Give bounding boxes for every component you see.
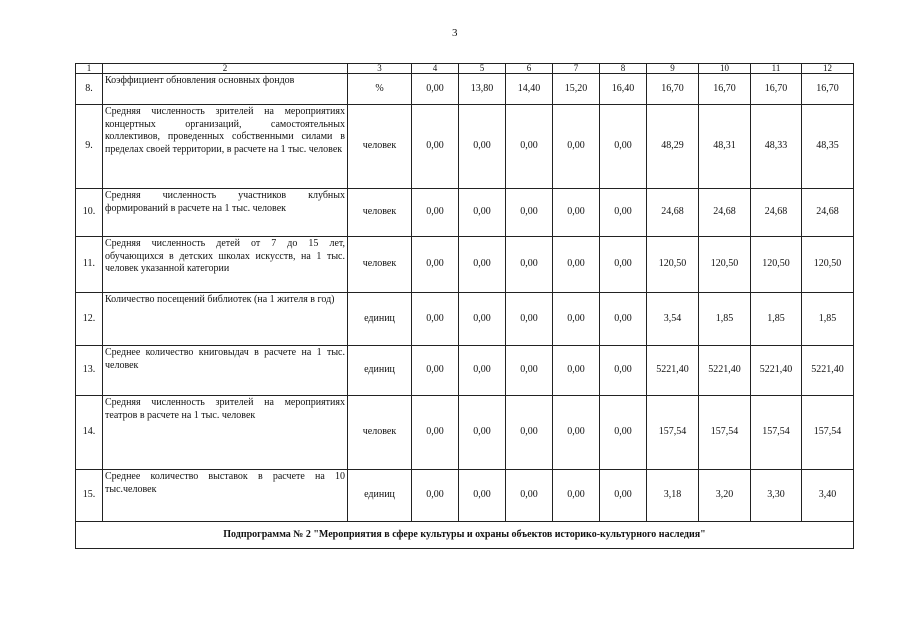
unit-of-measure: единиц bbox=[348, 293, 412, 346]
column-number: 2 bbox=[103, 64, 348, 74]
indicator-value: 157,54 bbox=[699, 396, 751, 470]
indicator-value: 16,70 bbox=[647, 74, 699, 105]
indicator-value: 0,00 bbox=[600, 396, 647, 470]
indicator-value: 0,00 bbox=[412, 237, 459, 293]
unit-of-measure: человек bbox=[348, 237, 412, 293]
indicator-value: 0,00 bbox=[412, 396, 459, 470]
indicator-value: 5221,40 bbox=[647, 346, 699, 396]
indicator-value: 0,00 bbox=[506, 293, 553, 346]
indicator-value: 0,00 bbox=[506, 237, 553, 293]
table-row bbox=[76, 105, 854, 189]
unit-of-measure: % bbox=[348, 74, 412, 105]
table-row bbox=[76, 346, 854, 396]
indicator-value: 0,00 bbox=[506, 470, 553, 522]
indicator-value: 0,00 bbox=[506, 346, 553, 396]
table-row bbox=[76, 237, 854, 293]
indicator-value: 0,00 bbox=[506, 105, 553, 189]
indicator-value: 15,20 bbox=[553, 74, 600, 105]
indicator-value: 24,68 bbox=[751, 189, 802, 237]
indicator-value: 14,40 bbox=[506, 74, 553, 105]
indicator-value: 0,00 bbox=[600, 189, 647, 237]
row-number: 8. bbox=[76, 74, 103, 105]
column-number: 3 bbox=[348, 64, 412, 74]
indicator-value: 24,68 bbox=[699, 189, 751, 237]
indicator-description: Коэффициент обновления основных фондов bbox=[103, 74, 348, 105]
indicator-value: 3,54 bbox=[647, 293, 699, 346]
indicator-value: 3,40 bbox=[802, 470, 854, 522]
indicator-value: 1,85 bbox=[751, 293, 802, 346]
row-number: 14. bbox=[76, 396, 103, 470]
indicator-value: 0,00 bbox=[459, 396, 506, 470]
indicator-value: 120,50 bbox=[647, 237, 699, 293]
indicator-value: 0,00 bbox=[459, 189, 506, 237]
indicator-description: Средняя численность участников клубных формирований в расчете на 1 тыс. человек bbox=[103, 189, 348, 237]
column-number: 11 bbox=[751, 64, 802, 74]
indicator-description: Средняя численность детей от 7 до 15 лет, обучающихся в детских школах искусств, на 1 тыс. человек указанной категории bbox=[103, 237, 348, 293]
indicator-value: 0,00 bbox=[412, 105, 459, 189]
indicator-value: 48,29 bbox=[647, 105, 699, 189]
column-number: 10 bbox=[699, 64, 751, 74]
indicator-value: 0,00 bbox=[553, 396, 600, 470]
indicator-value: 0,00 bbox=[412, 189, 459, 237]
page-number: 3 bbox=[452, 27, 458, 39]
indicator-value: 1,85 bbox=[802, 293, 854, 346]
unit-of-measure: единиц bbox=[348, 346, 412, 396]
indicator-description: Средняя численность зрителей на мероприятиях театров в расчете на 1 тыс. человек bbox=[103, 396, 348, 470]
indicator-value: 0,00 bbox=[459, 237, 506, 293]
row-number: 15. bbox=[76, 470, 103, 522]
table-row bbox=[76, 189, 854, 237]
indicator-description: Средняя численность зрителей на мероприятиях концертных организаций, самостоятельных коллективов, проведенных собственными силами в пределах своей территории, в расчете на 1 тыс. человек bbox=[103, 105, 348, 189]
table-row bbox=[76, 396, 854, 470]
indicator-value: 3,18 bbox=[647, 470, 699, 522]
indicator-value: 24,68 bbox=[802, 189, 854, 237]
column-number: 1 bbox=[76, 64, 103, 74]
indicator-value: 0,00 bbox=[553, 105, 600, 189]
indicator-value: 24,68 bbox=[647, 189, 699, 237]
indicator-value: 0,00 bbox=[553, 189, 600, 237]
indicator-value: 0,00 bbox=[412, 470, 459, 522]
unit-of-measure: человек bbox=[348, 189, 412, 237]
indicator-value: 16,70 bbox=[802, 74, 854, 105]
column-number: 4 bbox=[412, 64, 459, 74]
indicator-value: 0,00 bbox=[600, 105, 647, 189]
indicator-value: 5221,40 bbox=[751, 346, 802, 396]
column-number: 9 bbox=[647, 64, 699, 74]
row-number: 12. bbox=[76, 293, 103, 346]
indicator-value: 157,54 bbox=[751, 396, 802, 470]
subprogram-title: Подпрограмма № 2 "Мероприятия в сфере культуры и охраны объектов историко-культурного наследия" bbox=[76, 522, 854, 549]
indicator-value: 157,54 bbox=[802, 396, 854, 470]
indicator-value: 0,00 bbox=[412, 293, 459, 346]
indicator-value: 3,20 bbox=[699, 470, 751, 522]
indicator-value: 0,00 bbox=[600, 470, 647, 522]
indicators-table bbox=[75, 63, 854, 549]
column-number-row bbox=[76, 64, 854, 74]
indicator-value: 0,00 bbox=[412, 346, 459, 396]
column-number: 6 bbox=[506, 64, 553, 74]
indicator-value: 0,00 bbox=[600, 237, 647, 293]
indicator-value: 0,00 bbox=[459, 470, 506, 522]
indicator-value: 0,00 bbox=[600, 346, 647, 396]
row-number: 9. bbox=[76, 105, 103, 189]
indicator-value: 16,40 bbox=[600, 74, 647, 105]
unit-of-measure: человек bbox=[348, 396, 412, 470]
indicator-value: 0,00 bbox=[553, 293, 600, 346]
indicator-value: 48,35 bbox=[802, 105, 854, 189]
indicator-value: 157,54 bbox=[647, 396, 699, 470]
unit-of-measure: человек bbox=[348, 105, 412, 189]
indicator-value: 0,00 bbox=[553, 346, 600, 396]
indicator-value: 120,50 bbox=[802, 237, 854, 293]
indicator-value: 5221,40 bbox=[802, 346, 854, 396]
indicator-value: 0,00 bbox=[506, 189, 553, 237]
indicator-value: 0,00 bbox=[412, 74, 459, 105]
row-number: 11. bbox=[76, 237, 103, 293]
indicator-value: 13,80 bbox=[459, 74, 506, 105]
indicator-value: 48,31 bbox=[699, 105, 751, 189]
indicator-value: 0,00 bbox=[459, 346, 506, 396]
indicator-value: 120,50 bbox=[751, 237, 802, 293]
indicator-value: 0,00 bbox=[459, 293, 506, 346]
indicator-value: 0,00 bbox=[553, 237, 600, 293]
column-number: 12 bbox=[802, 64, 854, 74]
indicator-value: 0,00 bbox=[553, 470, 600, 522]
indicator-value: 3,30 bbox=[751, 470, 802, 522]
indicator-value: 0,00 bbox=[506, 396, 553, 470]
row-number: 13. bbox=[76, 346, 103, 396]
column-number: 7 bbox=[553, 64, 600, 74]
indicator-description: Среднее количество выставок в расчете на 10 тыс.человек bbox=[103, 470, 348, 522]
indicator-value: 0,00 bbox=[600, 293, 647, 346]
indicator-description: Количество посещений библиотек (на 1 жителя в год) bbox=[103, 293, 348, 346]
indicator-value: 16,70 bbox=[699, 74, 751, 105]
indicator-value: 1,85 bbox=[699, 293, 751, 346]
indicator-value: 16,70 bbox=[751, 74, 802, 105]
indicator-value: 5221,40 bbox=[699, 346, 751, 396]
table-row bbox=[76, 293, 854, 346]
column-number: 5 bbox=[459, 64, 506, 74]
column-number: 8 bbox=[600, 64, 647, 74]
indicator-value: 120,50 bbox=[699, 237, 751, 293]
table-row bbox=[76, 470, 854, 522]
indicator-value: 0,00 bbox=[459, 105, 506, 189]
unit-of-measure: единиц bbox=[348, 470, 412, 522]
subprogram-row bbox=[76, 522, 854, 549]
indicator-value: 48,33 bbox=[751, 105, 802, 189]
table-row bbox=[76, 74, 854, 105]
indicator-description: Среднее количество книговыдач в расчете на 1 тыс. человек bbox=[103, 346, 348, 396]
row-number: 10. bbox=[76, 189, 103, 237]
